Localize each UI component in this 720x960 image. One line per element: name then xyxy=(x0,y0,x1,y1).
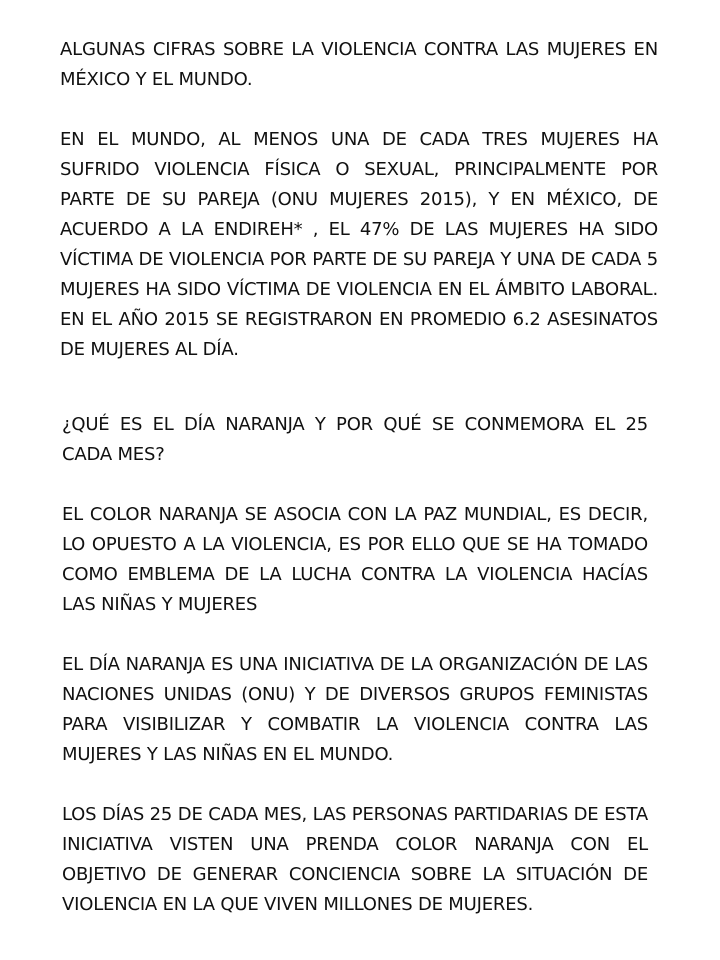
dia-naranja-paragraph-1: EL COLOR NARANJA SE ASOCIA CON LA PAZ MUNDIAL, ES DECIR, LO OPUESTO A LA VIOLENCIA, ES POR ELLO QUE SE HA TOMADO COMO EMBLEMA DE LA LUCHA CONTRA LA VIOLENCIA HACÍAS LAS NIÑAS Y MUJERES xyxy=(62,504,648,615)
statistics-section xyxy=(60,35,658,365)
dia-naranja-paragraph-3: LOS DÍAS 25 DE CADA MES, LAS PERSONAS PARTIDARIAS DE ESTA INICIATIVA VISTEN UNA PRENDA COLOR NARANJA CON EL OBJETIVO DE GENERAR CONCIENCIA SOBRE LA SITUACIÓN DE VIOLENCIA EN LA QUE VIVEN MILLONES DE MUJERES. xyxy=(62,804,648,915)
statistics-body: EN EL MUNDO, AL MENOS UNA DE CADA TRES MUJERES HA SUFRIDO VIOLENCIA FÍSICA O SEXUAL, PRINCIPALMENTE POR PARTE DE SU PAREJA (ONU MUJERES 2015), Y EN MÉXICO, DE ACUERDO A LA ENDIREH* , EL 47% DE LAS MUJERES HA SIDO VÍCTIMA DE VIOLENCIA POR PARTE DE SU PAREJA Y UNA DE CADA 5 MUJERES HA SIDO VÍCTIMA DE VIOLENCIA EN EL ÁMBITO LABORAL. EN EL AÑO 2015 SE REGISTRARON EN PROMEDIO 6.2 ASESINATOS DE MUJERES AL DÍA. xyxy=(60,129,658,360)
dia-naranja-paragraph-2: EL DÍA NARANJA ES UNA INICIATIVA DE LA ORGANIZACIÓN DE LAS NACIONES UNIDAS (ONU) Y DE DIVERSOS GRUPOS FEMINISTAS PARA VISIBILIZAR Y COMBATIR LA VIOLENCIA CONTRA LAS MUJERES Y LAS NIÑAS EN EL MUNDO. xyxy=(62,654,648,765)
dia-naranja-section xyxy=(62,410,648,920)
dia-naranja-question: ¿QUÉ ES EL DÍA NARANJA Y POR QUÉ SE CONMEMORA EL 25 CADA MES? xyxy=(62,414,648,465)
statistics-heading: ALGUNAS CIFRAS SOBRE LA VIOLENCIA CONTRA LAS MUJERES EN MÉXICO Y EL MUNDO. xyxy=(60,39,658,90)
